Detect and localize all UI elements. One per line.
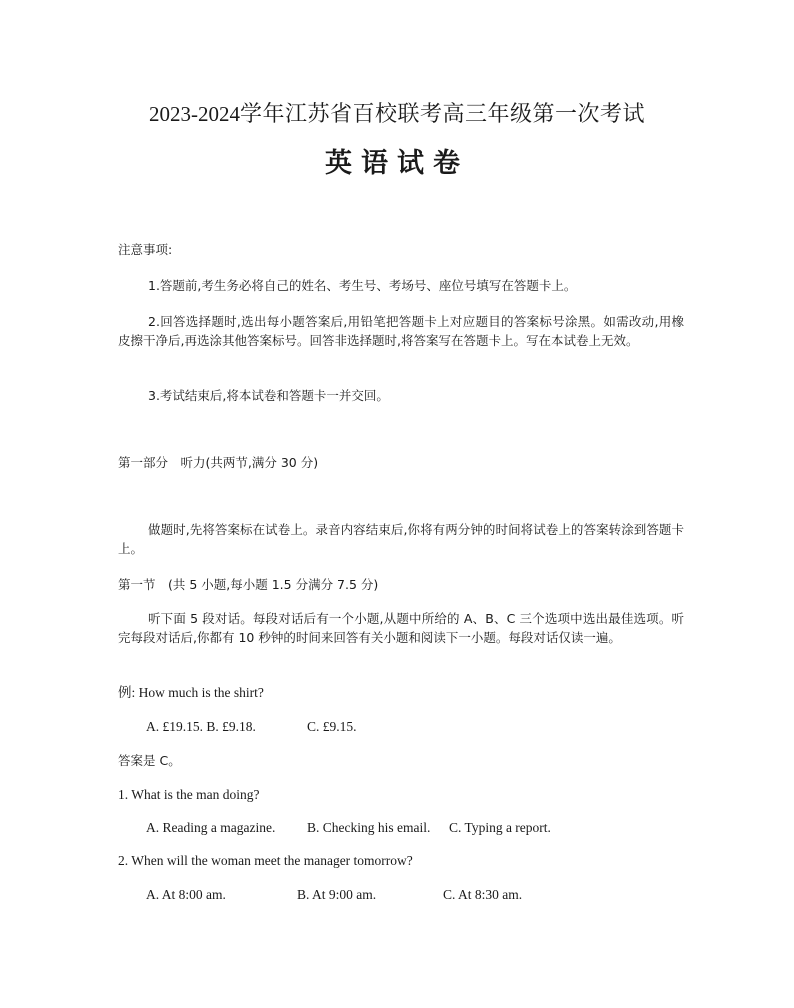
question-1-option-c: C. Typing a report.	[449, 820, 551, 835]
notice-item-3: 3.考试结束后,将本试卷和答题卡一并交回。	[148, 388, 389, 403]
question-2-option-a: A. At 8:00 am.	[146, 887, 226, 902]
part1-heading: 第一部分 听力(共两节,满分 30 分)	[118, 455, 319, 470]
question-1-option-a: A. Reading a magazine.	[146, 820, 276, 835]
notice-heading: 注意事项:	[118, 242, 173, 257]
question-1-option-b: B. Checking his email.	[307, 820, 431, 835]
example-question: 例: How much is the shirt?	[118, 685, 264, 700]
notice-item-2: 2.回答选择题时,选出每小题答案后,用铅笔把答题卡上对应题目的答案标号涂黑。如需改动,用橡皮擦干净后,再选涂其他答案标号。回答非选择题时,将答案写在答题卡上。写在本试卷上无效。	[118, 314, 684, 348]
section1-heading: 第一节 (共 5 小题,每小题 1.5 分满分 7.5 分)	[118, 577, 379, 592]
question-2-text: 2. When will the woman meet the manager tomorrow?	[118, 853, 413, 868]
question-2-option-c: C. At 8:30 am.	[443, 887, 523, 902]
example-option-c: C. £9.15.	[307, 719, 357, 734]
exam-subtitle: 英语试卷	[325, 148, 469, 179]
exam-title	[0, 99, 794, 130]
notice-item-1: 1.答题前,考生务必将自己的姓名、考生号、考场号、座位号填写在答题卡上。	[148, 278, 577, 293]
part1-instruction: 做题时,先将答案标在试卷上。录音内容结束后,你将有两分钟的时间将试卷上的答案转涂到答题卡上。	[118, 522, 684, 556]
question-2-option-b: B. At 9:00 am.	[297, 887, 377, 902]
question-1-text: 1. What is the man doing?	[118, 787, 260, 802]
example-option-ab: A. £19.15. B. £9.18.	[146, 719, 256, 734]
example-answer: 答案是 C。	[118, 753, 181, 768]
exam-title-year: 2023-2024	[148, 102, 240, 126]
exam-title-text: 学年江苏省百校联考高三年级第一次考试	[239, 102, 645, 127]
section1-instruction: 听下面 5 段对话。每段对话后有一个小题,从题中所给的 A、B、C 三个选项中选出最佳选项。听完每段对话后,你都有 10 秒钟的时间来回答有关小题和阅读下一小题。每段对话仅读一遍。	[118, 611, 684, 645]
